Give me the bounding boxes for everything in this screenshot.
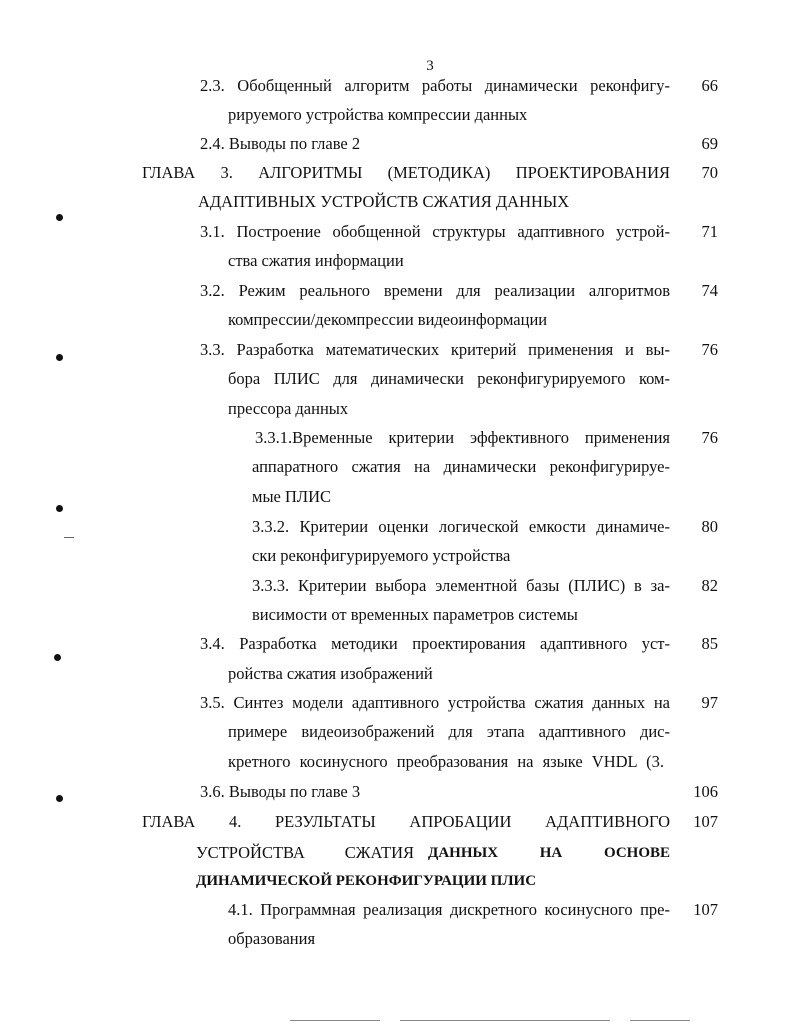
binding-hole-mark — [54, 654, 61, 661]
toc-4-1-line-2: образования — [228, 929, 316, 948]
margin-dash — [64, 537, 74, 538]
toc-4-1-page: 107 — [693, 900, 718, 919]
toc-3-3-page: 76 — [701, 340, 718, 359]
binding-hole-mark — [56, 354, 63, 361]
toc-chapter-4-line-2b: ДАННЫХ НА ОСНОВЕ — [428, 845, 670, 861]
toc-3-2-page: 74 — [701, 281, 718, 300]
toc-3-4-line-1: 3.4. Разработка методики проектирования адаптивного уст- — [200, 634, 670, 653]
toc-3-5-line-1: 3.5. Синтез модели адаптивного устройства сжатия данных на — [200, 693, 670, 712]
toc-3-3-1-line-1: 3.3.1.Временные критерии эффективного применения — [255, 428, 670, 447]
toc-3-6-line-1: 3.6. Выводы по главе 3 — [200, 782, 361, 801]
toc-3-4-page: 85 — [701, 634, 718, 653]
toc-3-6-page: 106 — [693, 782, 718, 801]
toc-3-1-line-1: 3.1. Построение обобщенной структуры адаптивного устрой- — [200, 222, 670, 241]
toc-chapter-4-line-3: ДИНАМИЧЕСКОЙ РЕКОНФИГУРАЦИИ ПЛИС — [196, 873, 537, 889]
toc-2-4-line-1: 2.4. Выводы по главе 2 — [200, 134, 361, 153]
toc-2-4-page: 69 — [701, 134, 718, 153]
toc-3-3-line-1: 3.3. Разработка математических критерий применения и вы- — [200, 340, 670, 359]
scan-edge-line — [290, 1020, 380, 1021]
binding-hole-mark — [56, 505, 63, 512]
toc-3-3-1-line-3: мые ПЛИС — [252, 487, 332, 506]
toc-2-3-line-2: рируемого устройства компрессии данных — [228, 105, 528, 124]
toc-chapter-4-line-1: ГЛАВА 4. РЕЗУЛЬТАТЫ АПРОБАЦИИ АДАПТИВНОГО — [142, 812, 670, 831]
toc-4-1-line-1: 4.1. Программная реализация дискретного косинусного пре- — [228, 900, 670, 919]
toc-chapter-3-line-2: АДАПТИВНЫХ УСТРОЙСТВ СЖАТИЯ ДАННЫХ — [198, 192, 570, 211]
toc-3-3-1-page: 76 — [701, 428, 718, 447]
toc-3-3-line-3: прессора данных — [228, 399, 349, 418]
toc-2-3-line-1: 2.3. Обобщенный алгоритм работы динамически реконфигу- — [200, 76, 670, 95]
scan-edge-line — [400, 1020, 610, 1021]
scan-edge-line — [630, 1020, 690, 1021]
toc-3-4-line-2: ройства сжатия изображений — [228, 664, 433, 683]
toc-3-3-3-line-1: 3.3.3. Критерии выбора элементной базы (ПЛИС) в за- — [252, 576, 670, 595]
page-number: 3 — [426, 58, 434, 74]
toc-3-5-line-2: примере видеоизображений для этапа адаптивного дис- — [228, 722, 670, 741]
toc-3-5-page: 97 — [701, 693, 718, 712]
toc-3-3-2-line-2: ски реконфигурируемого устройства — [252, 546, 511, 565]
toc-chapter-3-line-1: ГЛАВА 3. АЛГОРИТМЫ (МЕТОДИКА) ПРОЕКТИРОВАНИЯ — [142, 163, 670, 182]
toc-chapter-4-page: 107 — [693, 812, 718, 831]
toc-3-3-2-page: 80 — [701, 517, 718, 536]
toc-3-3-3-page: 82 — [701, 576, 718, 595]
toc-3-1-page: 71 — [701, 222, 718, 241]
toc-3-3-1-line-2: аппаратного сжатия на динамически реконфигурируе- — [252, 457, 670, 476]
toc-3-2-line-2: компрессии/декомпрессии видеоинформации — [228, 310, 548, 329]
toc-chapter-4-line-2a: УСТРОЙСТВА СЖАТИЯ — [196, 843, 414, 862]
toc-3-3-3-line-2: висимости от временных параметров системы — [252, 605, 578, 624]
toc-3-3-2-line-1: 3.3.2. Критерии оценки логической емкости динамиче- — [252, 517, 670, 536]
toc-chapter-3-page: 70 — [701, 163, 718, 182]
toc-3-2-line-1: 3.2. Режим реального времени для реализации алгоритмов — [200, 281, 670, 300]
toc-3-3-line-2: бора ПЛИС для динамически реконфигурируемого ком- — [228, 369, 670, 388]
binding-hole-mark — [56, 795, 63, 802]
binding-hole-mark — [56, 214, 63, 221]
toc-2-3-page: 66 — [701, 76, 718, 95]
toc-3-5-line-3: кретного косинусного преобразования на языке VHDL (3. — [228, 752, 664, 771]
toc-3-1-line-2: ства сжатия информации — [228, 251, 404, 270]
